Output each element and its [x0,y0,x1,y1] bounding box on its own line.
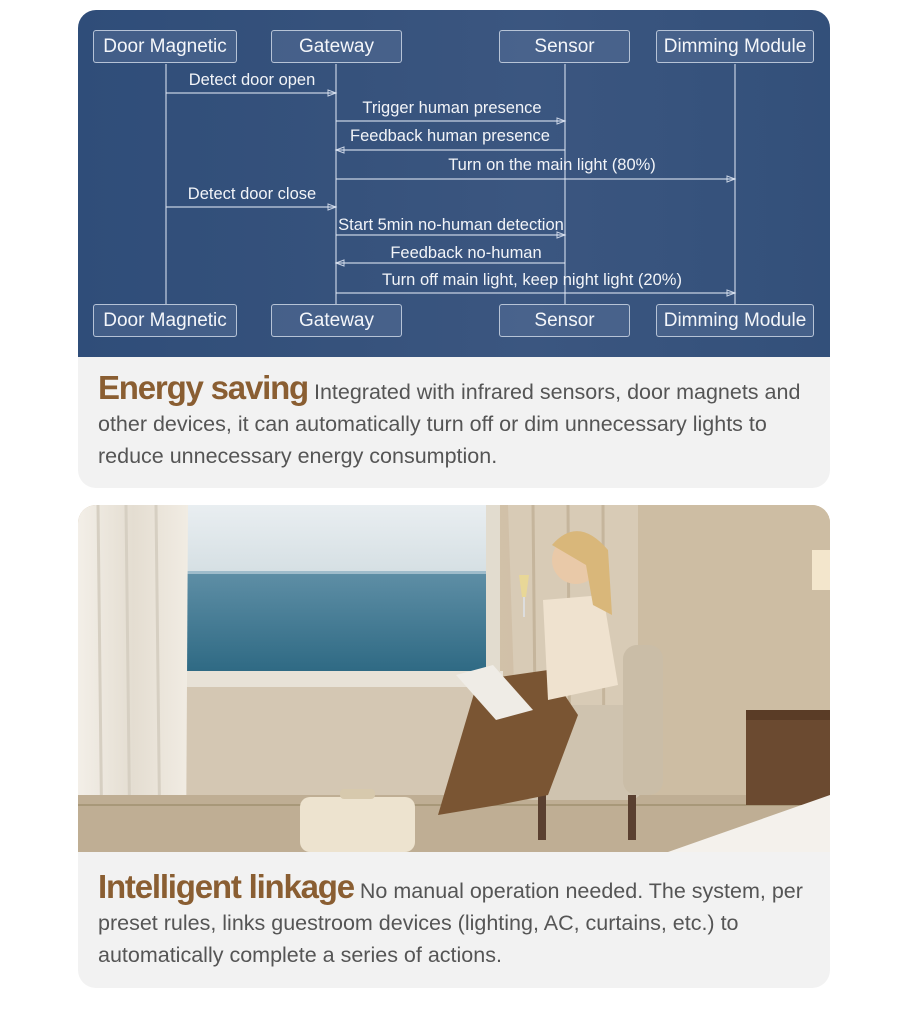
message-label: Trigger human presence [362,99,542,117]
energy-saving-body: Integrated with infrared sensors, door magnets and other devices, it can automatically turn off or dim unnecessary lights to reduce unnecessary energy consumption. [98,380,801,468]
message-label: Feedback no-human [390,244,542,262]
participant-door-magnetic-bottom: Door Magnetic [93,304,237,337]
participant-sensor-top: Sensor [499,30,630,63]
intelligent-linkage-title: Intelligent linkage [98,868,354,905]
hotel-room-photo [78,505,830,852]
intelligent-linkage-body: No manual operation needed. The system, per preset rules, links guestroom devices (lighting, AC, curtains, etc.) to automatically complete a series of actions. [98,879,803,967]
intelligent-linkage-card [78,505,830,988]
participant-dimming-module-top: Dimming Module [656,30,814,63]
energy-saving-title: Energy saving [98,369,308,406]
message-label: Detect door close [187,185,317,203]
hotel-room-illustration [78,505,830,852]
participant-dimming-module-bottom: Dimming Module [656,304,814,337]
intelligent-linkage-paragraph [98,868,810,971]
energy-saving-card [78,10,830,488]
message-label: Turn off main light, keep night light (20%) [382,271,682,289]
message-label: Detect door open [188,71,316,89]
intelligent-linkage-text [78,868,830,971]
message-label: Turn on the main light (80%) [448,156,656,174]
participant-gateway-top: Gateway [271,30,402,63]
sequence-diagram [78,10,830,357]
message-label: Feedback human presence [350,127,550,145]
energy-saving-text [78,369,830,472]
message-label: Start 5min no-human detection [338,216,564,234]
participant-door-magnetic-top: Door Magnetic [93,30,237,63]
participant-gateway-bottom: Gateway [271,304,402,337]
energy-saving-paragraph [98,369,810,472]
participant-sensor-bottom: Sensor [499,304,630,337]
